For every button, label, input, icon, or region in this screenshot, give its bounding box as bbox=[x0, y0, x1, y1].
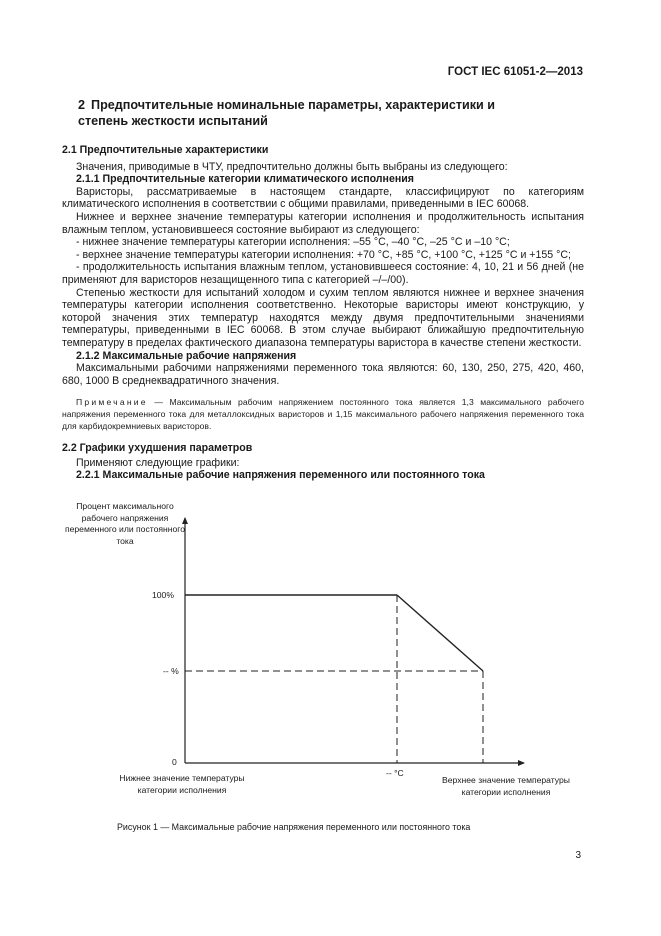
intro-paragraph: Значения, приводимые в ЧТУ, предпочтительно должны быть выбраны из следующего: bbox=[76, 160, 508, 173]
y-axis-label: Процент максимального рабочего напряжения переменного или постоянного тока bbox=[64, 501, 186, 546]
y-tick-zero: 0 bbox=[172, 757, 177, 767]
note-label: Примечание bbox=[76, 397, 148, 408]
climate-paragraph: Варисторы, рассматриваемые в настоящем стандарте, классифицируют по категориям климатического исполнения в соответствии с общими правилами, приведенными в IEC 60068. bbox=[62, 185, 584, 211]
graphs-intro: Применяют следующие графики: bbox=[76, 456, 240, 469]
y-tick-100: 100% bbox=[152, 590, 174, 600]
temperature-paragraph: Нижнее и верхнее значение температуры категории исполнения и продолжительность испытания влажным теплом, установившееся состояние выбирают из следующего: bbox=[62, 210, 584, 236]
x-tick-knee: -- °С bbox=[386, 768, 404, 778]
page-number: 3 bbox=[575, 850, 581, 861]
list-item-upper-temp: - верхнее значение температуры категории исполнения: +70 °С, +85 °С, +100 °С, +125 °С и +155 °С; bbox=[76, 248, 571, 261]
severity-paragraph: Степенью жесткости для испытаний холодом и сухим теплом являются нижнее и верхнее значения температуры категории исполнения соответственно. Некоторые варисторы имеют конструкцию, у которой значения этих температур находятся между двумя предпочтительными значениями температуры, приведенными в IEC 60068. В этом случае выбирают ближайшую предпочтительную температуру в пределах фактического диапазона температуры варистора в качестве степени жесткости. bbox=[62, 286, 584, 349]
section-title: Предпочтительные номинальные параметры, характеристики и степень жесткости испытаний bbox=[78, 98, 496, 128]
heading-2-1: 2.1 Предпочтительные характеристики bbox=[62, 144, 269, 156]
list-item-damp-heat: - продолжительность испытания влажным теплом, установившееся состояние: 4, 10, 21 и 56 дней (не применяют для варисторов незащищенного типа с категорией –/–/00). bbox=[62, 261, 584, 286]
ac-voltage-paragraph: Максимальными рабочими напряжениями переменного тока являются: 60, 130, 250, 275, 420, 460, 680, 1000 В среднеквадратичного значения. bbox=[62, 362, 584, 387]
list-item-lower-temp: - нижнее значение температуры категории исполнения: –55 °С, –40 °С, –25 °С и –10 °С; bbox=[76, 236, 510, 249]
heading-2-1-1: 2.1.1 Предпочтительные категории климатического исполнения bbox=[76, 173, 414, 186]
section-number: 2 bbox=[78, 98, 86, 112]
document-header: ГОСТ IEC 61051-2—2013 bbox=[447, 66, 583, 78]
y-tick-level: -- % bbox=[163, 666, 179, 676]
heading-2-1-2: 2.1.2 Максимальные рабочие напряжения bbox=[76, 349, 297, 362]
x-label-upper: Верхнее значение температуры категории исполнения bbox=[442, 775, 570, 797]
figure-caption: Рисунок 1 — Максимальные рабочие напряжения переменного или постоянного тока bbox=[117, 822, 471, 832]
note-text: — Максимальным рабочим напряжением постоянного тока является 1,3 максимального рабочего напряжения переменного тока для металлоксидных варисторов и 1,15 максимального рабочего напряжения переменного тока для карбидокремниевых варисторов. bbox=[62, 397, 584, 432]
x-label-lower: Нижнее значение температуры категории исполнения bbox=[119, 773, 245, 795]
derating-line-slope bbox=[397, 595, 483, 671]
heading-2-2: 2.2 Графики ухудшения параметров bbox=[62, 442, 253, 454]
heading-2-2-1: 2.2.1 Максимальные рабочие напряжения переменного или постоянного тока bbox=[76, 469, 485, 482]
